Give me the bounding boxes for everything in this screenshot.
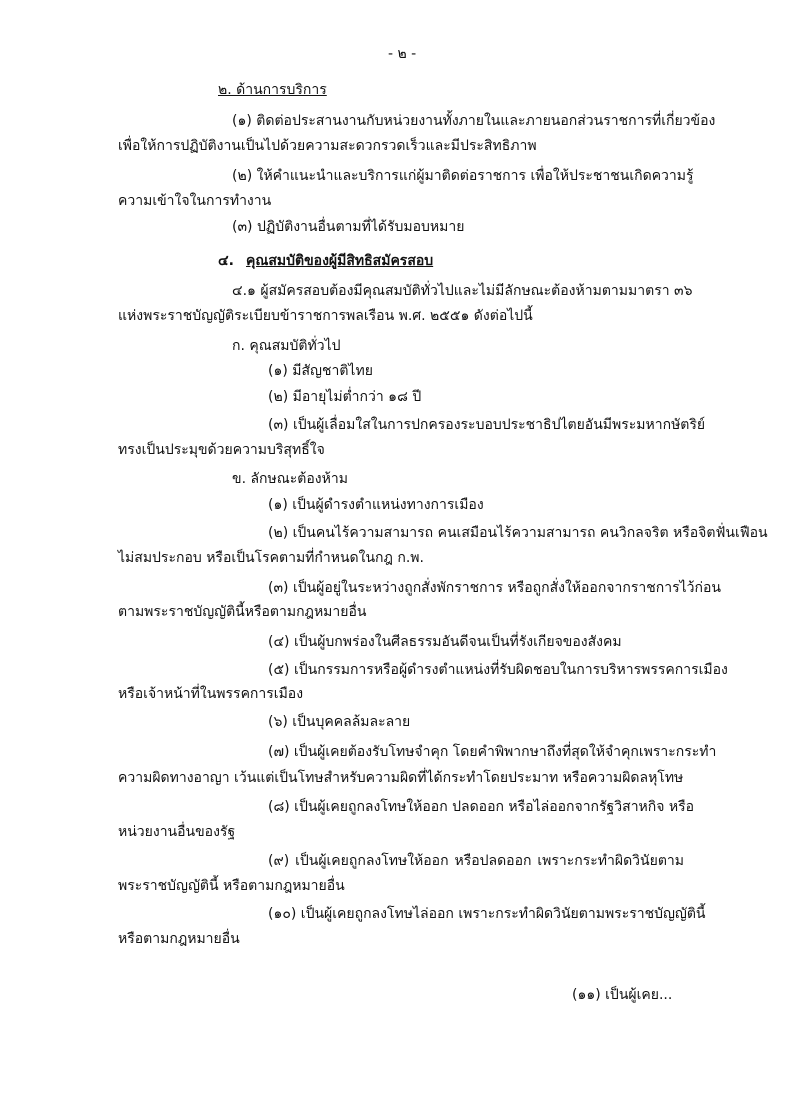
section-3-heading: ๒. ด้านการบริการ: [218, 82, 327, 98]
prohibited-item-4: (๔) เป็นผู้บกพร่องในศีลธรรมอันดีจนเป็นที่รังเกียจของสังคม: [268, 634, 622, 650]
service-item-1-line-2: เพื่อให้การปฏิบัติงานเป็นไปด้วยความสะดวกรวดเร็วและมีประสิทธิภาพ: [118, 138, 537, 154]
section-4-number: ๔.: [218, 253, 234, 269]
prohibited-item-8-line-2: หน่วยงานอื่นของรัฐ: [118, 824, 236, 840]
prohibited-item-3-line-1: (๓) เป็นผู้อยู่ในระหว่างถูกสั่งพักราชการ หรือถูกสั่งให้ออกจากราชการไว้ก่อน: [268, 580, 721, 596]
general-item-1: (๑) มีสัญชาติไทย: [268, 363, 373, 379]
prohibited-item-7-line-2: ความผิดทางอาญา เว้นแต่เป็นโทษสำหรับความผิดที่ได้กระทำโดยประมาท หรือความผิดลหุโทษ: [118, 770, 684, 786]
service-item-2-line-1: (๒) ให้คำแนะนำและบริการแก่ผู้มาติดต่อราชการ เพื่อให้ประชาชนเกิดความรู้: [232, 168, 694, 184]
prohibited-item-6: (๖) เป็นบุคคลล้มละลาย: [268, 714, 411, 730]
prohibited-item-10-line-2: หรือตามกฎหมายอื่น: [118, 931, 240, 947]
prohibited-item-5-line-2: หรือเจ้าหน้าที่ในพรรคการเมือง: [118, 686, 304, 702]
general-item-3-line-2: ทรงเป็นประมุขด้วยความบริสุทธิ์ใจ: [118, 442, 325, 458]
continuation-marker: (๑๑) เป็นผู้เคย...: [572, 987, 673, 1003]
prohibited-item-2-line-1: (๒) เป็นคนไร้ความสามารถ คนเสมือนไร้ความสามารถ คนวิกลจริต หรือจิตฟั่นเฟือน: [268, 525, 768, 541]
prohibited-item-10-line-1: (๑๐) เป็นผู้เคยถูกลงโทษไล่ออก เพราะกระทำผิดวินัยตามพระราชบัญญัตินี้: [268, 906, 706, 922]
page-number: - ๒ -: [388, 46, 417, 62]
service-item-3: (๓) ปฏิบัติงานอื่นตามที่ได้รับมอบหมาย: [232, 219, 465, 235]
prohibited-heading: ข. ลักษณะต้องห้าม: [232, 471, 348, 487]
section-4-heading: คุณสมบัติของผู้มีสิทธิสมัครสอบ: [246, 253, 434, 269]
prohibited-item-9-line-2: พระราชบัญญัตินี้ หรือตามกฎหมายอื่น: [118, 878, 345, 894]
prohibited-item-2-line-2: ไม่สมประกอบ หรือเป็นโรคตามที่กำหนดในกฎ ก.พ.: [118, 550, 424, 566]
service-item-2-line-2: ความเข้าใจในการทำงาน: [118, 193, 272, 209]
general-item-3-line-1: (๓) เป็นผู้เลื่อมใสในการปกครองระบอบประชาธิปไตยอันมีพระมหากษัตริย์: [268, 417, 706, 433]
prohibited-item-3-line-2: ตามพระราชบัญญัตินี้หรือตามกฎหมายอื่น: [118, 604, 367, 620]
general-item-2: (๒) มีอายุไม่ต่ำกว่า ๑๘ ปี: [268, 389, 422, 405]
paragraph-4-1-line-1: ๔.๑ ผู้สมัครสอบต้องมีคุณสมบัติทั่วไปและไม่มีลักษณะต้องห้ามตามมาตรา ๓๖: [232, 283, 693, 299]
service-item-1-line-1: (๑) ติดต่อประสานงานกับหน่วยงานทั้งภายในและภายนอกส่วนราชการที่เกี่ยวข้อง: [232, 113, 716, 129]
prohibited-item-8-line-1: (๘) เป็นผู้เคยถูกลงโทษให้ออก ปลดออก หรือไล่ออกจากรัฐวิสาหกิจ หรือ: [268, 799, 695, 815]
paragraph-4-1-line-2: แห่งพระราชบัญญัติระเบียบข้าราชการพลเรือน พ.ศ. ๒๕๕๑ ดังต่อไปนี้: [118, 308, 533, 324]
prohibited-item-7-line-1: (๗) เป็นผู้เคยต้องรับโทษจำคุก โดยคำพิพากษาถึงที่สุดให้จำคุกเพราะกระทำ: [268, 744, 717, 760]
prohibited-item-1: (๑) เป็นผู้ดำรงตำแหน่งทางการเมือง: [268, 497, 484, 513]
prohibited-item-9-line-1: (๙) เป็นผู้เคยถูกลงโทษให้ออก หรือปลดออก เพราะกระทำผิดวินัยตาม: [268, 853, 684, 869]
prohibited-item-5-line-1: (๕) เป็นกรรมการหรือผู้ดำรงตำแหน่งที่รับผิดชอบในการบริหารพรรคการเมือง: [268, 662, 728, 678]
general-qualifications-heading: ก. คุณสมบัติทั่วไป: [232, 338, 341, 354]
